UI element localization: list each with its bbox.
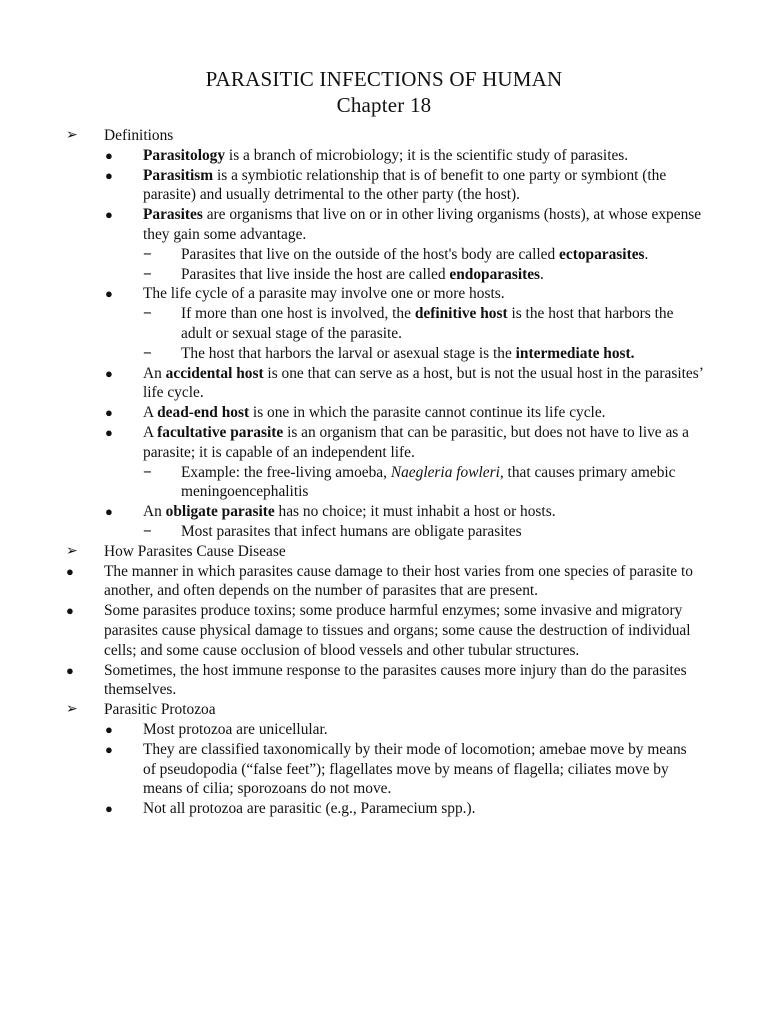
list-item-accidental-host <box>0 364 768 404</box>
dot-bullet-icon: ● <box>66 662 74 678</box>
sub-item-most-obligate <box>0 522 768 542</box>
arrow-bullet-icon: ➢ <box>66 702 78 718</box>
list-item-classified <box>0 740 768 799</box>
section-heading: Definitions <box>104 127 174 144</box>
term: Parasitism <box>143 166 214 184</box>
text: is the host that harbors the adult or sexual stage of the parasite. <box>181 305 674 342</box>
sub-item-intermediate-host <box>0 344 768 364</box>
term: Parasitology <box>143 146 226 164</box>
text: An <box>143 503 166 521</box>
text: The host that harbors the larval or asexual stage is the <box>181 344 516 362</box>
list-item-dead-end-host <box>0 403 768 423</box>
text: If more than one host is involved, the <box>181 305 415 323</box>
sub-item-example <box>0 463 768 503</box>
title-line-2: Chapter 18 <box>336 93 432 117</box>
dash-bullet-icon: − <box>143 265 152 283</box>
term: ectoparasites <box>559 245 645 263</box>
list-item-immune-response <box>0 661 768 701</box>
list-item-toxins <box>0 601 768 660</box>
term: accidental host <box>165 364 264 382</box>
text: They are classified taxonomically by their mode of locomotion; amebae move by means of pseudopodia (“false feet”); flagellates move by means of flagella; ciliates move by means of cilia; sporozoans do not move. <box>143 740 687 798</box>
text: Not all protozoa are parasitic (e.g., Paramecium spp.). <box>143 800 476 818</box>
term: intermediate host. <box>515 344 635 362</box>
dot-bullet-icon: ● <box>66 603 74 619</box>
dash-bullet-icon: − <box>143 305 152 323</box>
text: that causes primary amebic meningoencephalitis <box>181 463 676 501</box>
text: Example: the free-living amoeba, <box>181 463 391 481</box>
text: . <box>540 265 544 283</box>
page-title <box>0 66 768 118</box>
sub-item-definitive-host <box>0 304 768 344</box>
dot-bullet-icon: ● <box>66 563 74 579</box>
list-item-parasites <box>0 205 768 245</box>
list-item-obligate-parasite <box>0 502 768 522</box>
dot-bullet-icon: ● <box>105 365 113 381</box>
term: obligate parasite <box>165 503 275 521</box>
dash-bullet-icon: − <box>143 344 152 362</box>
dot-bullet-icon: ● <box>105 167 113 183</box>
dot-bullet-icon: ● <box>105 504 113 520</box>
text: has no choice; it must inhabit a host or hosts. <box>274 503 556 521</box>
sub-item-endoparasites <box>0 265 768 285</box>
term: facultative parasite <box>157 423 284 441</box>
text: A <box>143 404 158 422</box>
text: is one that can serve as a host, but is not the usual host in the parasites’ life cycle. <box>143 364 703 402</box>
text: Most protozoa are unicellular. <box>143 720 328 738</box>
dot-bullet-icon: ● <box>105 207 113 223</box>
text: Some parasites produce toxins; some produce harmful enzymes; some invasive and migratory parasites cause physical damage to tissues and organs; some cause the destruction of individual cells; and some cause occlusion of blood vessels and other tubular structures. <box>104 602 691 659</box>
list-item-parasitism <box>0 166 768 206</box>
term: dead-end host <box>157 404 250 422</box>
text: . <box>644 245 649 263</box>
sub-item-ectoparasites <box>0 245 768 265</box>
dot-bullet-icon: ● <box>105 286 113 302</box>
definition-text: are organisms that live on or in other living organisms (hosts), at whose expense they gain some advantage. <box>143 206 702 243</box>
text: Most parasites that infect humans are obligate parasites <box>181 522 522 540</box>
document-body <box>0 126 768 819</box>
definition-text: is a branch of microbiology; it is the scientific study of parasites. <box>225 146 629 164</box>
definition-text: The life cycle of a parasite may involve one or more hosts. <box>143 285 505 303</box>
section-how-parasites-cause-disease <box>0 542 768 562</box>
text: Parasites that live on the outside of the host's body are called <box>181 245 560 263</box>
text: Sometimes, the host immune response to the parasites causes more injury than do the parasites themselves. <box>104 661 687 699</box>
list-item-manner <box>0 562 768 602</box>
arrow-bullet-icon: ➢ <box>66 128 78 143</box>
text: The manner in which parasites cause damage to their host varies from one species of parasite to another, and often depends on the number of parasites that are present. <box>104 562 693 600</box>
definition-text: is a symbiotic relationship that is of benefit to one party or symbiont (the parasite) and usually detrimental to the other party (the host). <box>143 166 667 204</box>
dot-bullet-icon: ● <box>105 721 113 737</box>
section-heading: Parasitic Protozoa <box>104 701 216 719</box>
title-line-1: PARASITIC INFECTIONS OF HUMAN <box>205 67 563 91</box>
list-item-life-cycle <box>0 284 768 304</box>
dot-bullet-icon: ● <box>105 424 113 440</box>
term: endoparasites <box>449 265 541 283</box>
section-parasitic-protozoa <box>0 700 768 720</box>
term: Parasites <box>143 206 203 224</box>
list-item-not-all-parasitic <box>0 799 768 819</box>
section-definitions <box>0 126 768 146</box>
list-item-unicellular <box>0 720 768 740</box>
section-heading: How Parasites Cause Disease <box>104 542 286 560</box>
dash-bullet-icon: − <box>143 245 152 263</box>
term: definitive host <box>414 305 508 323</box>
list-item-facultative-parasite <box>0 423 768 463</box>
species-name: Naegleria fowleri, <box>390 463 504 481</box>
list-item-parasitology <box>0 146 768 166</box>
text: is an organism that can be parasitic, but does not have to live as a parasite; it is capable of an independent life. <box>143 423 689 461</box>
dash-bullet-icon: − <box>143 522 152 540</box>
text: A <box>143 423 158 441</box>
dot-bullet-icon: ● <box>105 405 113 421</box>
dash-bullet-icon: − <box>143 463 152 481</box>
text: is one in which the parasite cannot continue its life cycle. <box>249 404 606 422</box>
dot-bullet-icon: ● <box>105 741 113 757</box>
text: Parasites that live inside the host are called <box>181 265 450 283</box>
dot-bullet-icon: ● <box>105 147 113 163</box>
dot-bullet-icon: ● <box>105 801 113 817</box>
arrow-bullet-icon: ➢ <box>66 543 78 559</box>
text: An <box>143 364 166 382</box>
